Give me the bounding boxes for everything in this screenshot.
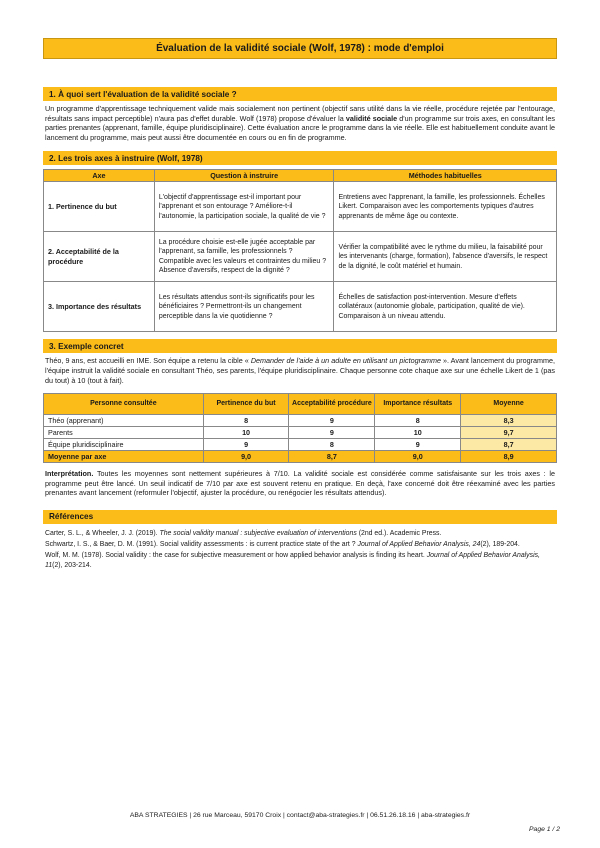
- score-cell: 9: [289, 427, 375, 439]
- total-row: [44, 451, 557, 463]
- document-page: [43, 38, 557, 572]
- references-list: [43, 524, 557, 570]
- interpretation-label: Interprétation.: [45, 469, 94, 479]
- table-row: [44, 282, 557, 332]
- interpretation-body: Toutes les moyennes sont nettement supérieures à 7/10. La validité sociale est considérée comme satisfaisante sur les trois axes : le programme peut être lancé. Un seuil indicatif de 7/10 par axe est souvent retenu en pratique. En deçà, l'axe concerné doit être réexaminé avec les parties prenantes avant lancement (reformuler l'objectif, ajuster la procédure, ou renégocier les résultats attendus).: [45, 469, 555, 498]
- interpretation-text: [43, 463, 557, 498]
- total-cell: 8,9: [461, 451, 557, 463]
- axe-cell: 3. Importance des résultats: [44, 282, 155, 332]
- score-cell: 8: [375, 415, 461, 427]
- section-2-heading: 2. Les trois axes à instruire (Wolf, 1978): [43, 151, 557, 165]
- methods-cell: Entretiens avec l'apprenant, la famille, les professionnels. Échelles Likert. Comparaison avec les comportements typiques d'autres apprenants de même âge ou contexte.: [334, 182, 557, 232]
- reference-title: Journal of Applied Behavior Analysis, 11: [45, 552, 540, 569]
- table-row: [44, 415, 557, 427]
- reference-item: [45, 529, 555, 538]
- methods-cell: Vérifier la compatibilité avec le rythme du milieu, la faisabilité pour les intervenants (charge, formation), l'absence d'aversifs, le respect de la dignité, le coût matériel et humain.: [334, 232, 557, 282]
- question-cell: Les résultats attendus sont-ils significatifs pour les bénéficiaires ? Permettront-ils un changement perceptible dans la vie quotidienne ?: [154, 282, 334, 332]
- table-row: [44, 182, 557, 232]
- methods-cell: Échelles de satisfaction post-intervention. Mesure d'effets collatéraux (autonomie globale, participation, qualité de vie). Comparaison à un niveau attendu.: [334, 282, 557, 332]
- score-cell: 10: [203, 427, 289, 439]
- score-cell: 10: [375, 427, 461, 439]
- section-3-heading: 3. Exemple concret: [43, 339, 557, 353]
- person-cell: Parents: [44, 427, 204, 439]
- score-cell: 9: [289, 415, 375, 427]
- axes-table: [43, 169, 557, 332]
- reference-title: The social validity manual : subjective evaluation of interventions: [159, 529, 357, 537]
- document-title: Évaluation de la validité sociale (Wolf, 1978) : mode d'emploi: [43, 38, 557, 59]
- column-header-pertinence: Pertinence du but: [203, 394, 289, 415]
- reference-details: (2nd ed.). Academic Press.: [356, 529, 442, 537]
- total-label: Moyenne par axe: [44, 451, 204, 463]
- total-cell: 8,7: [289, 451, 375, 463]
- score-cell: 8: [203, 415, 289, 427]
- score-cell: 8: [289, 439, 375, 451]
- score-table-header: [44, 394, 557, 415]
- reference-item: [45, 551, 555, 569]
- section-1-bold-term: validité sociale: [345, 113, 398, 123]
- column-header-question: Question à instruire: [154, 170, 334, 182]
- section-1-text: [43, 101, 557, 142]
- average-cell: 8,3: [461, 415, 557, 427]
- column-header-axe: Axe: [44, 170, 155, 182]
- person-cell: Théo (apprenant): [44, 415, 204, 427]
- reference-authors: Carter, S. L., & Wheeler, J. J. (2019).: [45, 529, 160, 537]
- section-3-intro-part-a: Théo, 9 ans, est accueilli en IME. Son équipe a retenu la cible «: [45, 356, 251, 366]
- reference-authors: Schwartz, I. S., & Baer, D. M. (1991). Social validity assessments : is current practice state of the art ?: [45, 541, 358, 549]
- score-cell: 9: [203, 439, 289, 451]
- page-number: Page 1 / 2: [529, 826, 560, 833]
- question-cell: La procédure choisie est-elle jugée acceptable par l'apprenant, sa famille, les professionnels ? Compatible avec les valeurs et contraintes du milieu ? Absence d'aversifs, respect de la dignité ?: [154, 232, 334, 282]
- axe-cell: 1. Pertinence du but: [44, 182, 155, 232]
- average-cell: 8,7: [461, 439, 557, 451]
- reference-details: (2), 189-204.: [480, 541, 520, 549]
- total-cell: 9,0: [375, 451, 461, 463]
- person-cell: Équipe pluridisciplinaire: [44, 439, 204, 451]
- section-3-intro: [43, 353, 557, 385]
- table-row: [44, 427, 557, 439]
- reference-title: Journal of Applied Behavior Analysis, 24: [357, 541, 481, 549]
- column-header-acceptability: Acceptabilité procédure: [289, 394, 375, 415]
- total-cell: 9,0: [203, 451, 289, 463]
- section-1-heading: 1. À quoi sert l'évaluation de la validité sociale ?: [43, 87, 557, 101]
- column-header-methods: Méthodes habituelles: [334, 170, 557, 182]
- axes-table-header: [44, 170, 557, 182]
- score-cell: 9: [375, 439, 461, 451]
- table-row: [44, 232, 557, 282]
- column-header-average: Moyenne: [461, 394, 557, 415]
- section-1-text-part-b: d'un programme sur trois axes, en consultant les parties prenantes (apprenant, famille, équipe pluridisciplinaire). Cette évaluation ancre le programme dans la vie réelle. Elle est habituellement conduite avant le lancement du programme, mais peut aussi être documentée en cours ou en fin de programme.: [45, 113, 556, 142]
- page-footer: ABA STRATEGIES | 26 rue Marceau, 59170 Croix | contact@aba-strategies.fr | 06.51.26.18.16 | aba-strategies.fr: [129, 812, 471, 819]
- table-row: [44, 439, 557, 451]
- column-header-person: Personne consultée: [44, 394, 204, 415]
- section-1-text-part-a: Un programme d'apprentissage techniquement valide mais socialement non pertinent (objectif sans utilité dans la vie réelle, procédure rejetée par l'entourage, résultats sans impact perceptible) n'aura pas d'effet durable. Wolf (1978) propose d'évaluer la: [45, 104, 555, 123]
- section-3-intro-part-b: ». Avant lancement du programme, l'équipe instruit la validité sociale en consultant Théo, ses parents, l'équipe pluridisciplinaire. Chaque personne cote chaque axe sur une échelle Likert de 1 (pas du tout) à 10 (tout à fait).: [45, 356, 556, 385]
- reference-authors: Wolf, M. M. (1978). Social validity : the case for subjective measurement or how applied behavior analysis is finding its heart.: [45, 552, 427, 560]
- score-table: [43, 393, 557, 463]
- column-header-importance: Importance résultats: [375, 394, 461, 415]
- reference-details: (2), 203-214.: [52, 561, 92, 569]
- average-cell: 9,7: [461, 427, 557, 439]
- section-3-target-behavior: Demander de l'aide à un adulte en utilisant un pictogramme: [250, 356, 441, 366]
- question-cell: L'objectif d'apprentissage est-il important pour l'apprenant et son entourage ? Améliore-t-il l'autonomie, la participation sociale, la qualité de vie ?: [154, 182, 334, 232]
- axe-cell: 2. Acceptabilité de la procédure: [44, 232, 155, 282]
- references-heading: Références: [43, 510, 557, 524]
- reference-item: [45, 540, 555, 549]
